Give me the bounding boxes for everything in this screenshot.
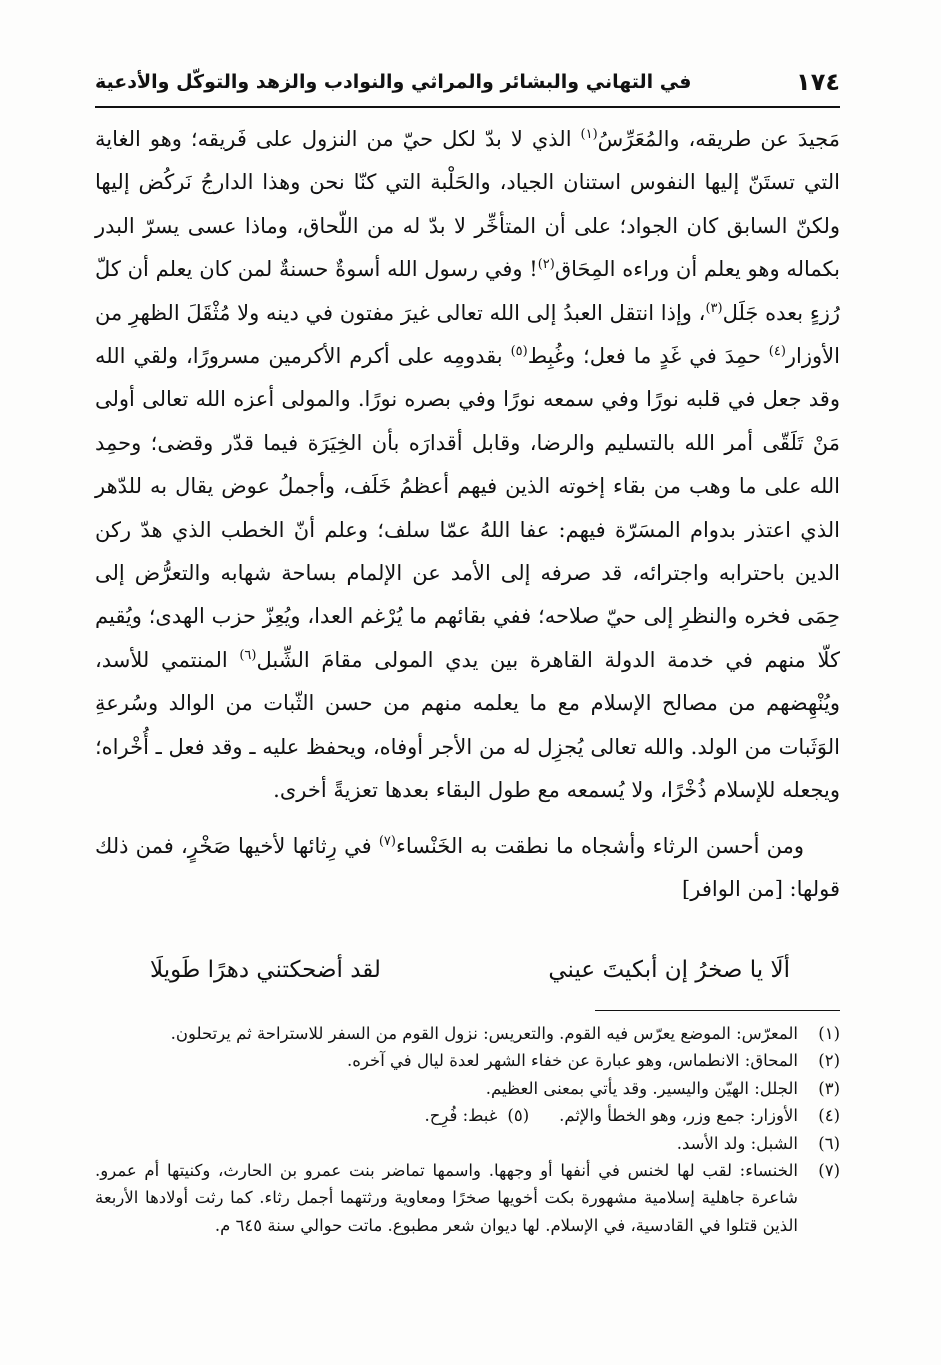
footnote-ref-6[interactable]: (٦) — [239, 647, 257, 663]
poem-verse — [150, 950, 790, 990]
footnote-number: (٦) — [818, 1133, 840, 1153]
text-run: ومن أحسن الرثاء وأشجاه ما نطقت به الخَنْساء — [395, 833, 804, 858]
footnote-number: (٣) — [818, 1078, 840, 1098]
text-run: مَجيدَ عن طريقه، والمُعَرِّسُ — [597, 127, 840, 151]
footnote-text: المحاق: الانطماس، وهو عبارة عن خفاء الشهر لعدة ليال في آخره. — [347, 1051, 798, 1071]
verse-first-hemistich: ألَا يا صخرُ إن أبكيتَ عيني — [548, 957, 790, 983]
footnote-number: (٤) — [818, 1106, 840, 1126]
verse-second-hemistich: لقد أضحكتني دهرًا طَويلَا — [150, 957, 381, 983]
footnote-6 — [95, 1130, 840, 1157]
footnote-text: الخنساء: لقب لها لخنس في أنفها أو وجهها. واسمها تماضر بنت عمرو بن الحارث، وكنيتها أم عمرو. شاعرة جاهلية إسلامية مشهورة بكت أخويها صخرًا ومعاوية ورثتهما أجمل رثاء. كما رثت أولادها الأربعة الذين قتلوا في القادسية، في الإسلام. لها ديوان شعر مطبوع. ماتت حوالي سنة ٦٤٥ م. — [95, 1161, 798, 1235]
footnote-number: (٢) — [818, 1051, 840, 1071]
footnotes — [95, 1020, 840, 1239]
running-title: في التهاني والبشائر والمراثي والنوادب والزهد والتوكّل والأدعية — [95, 71, 692, 93]
footnote-ref-4[interactable]: (٤) — [768, 344, 786, 360]
footnote-number: (١) — [818, 1024, 840, 1043]
footnote-number-5: (٥) — [507, 1106, 530, 1126]
footnote-ref-7[interactable]: (٧) — [378, 833, 396, 849]
footnote-text-5: غبط: فُرِح. — [424, 1106, 498, 1126]
header-divider — [95, 106, 840, 108]
footnote-ref-3[interactable]: (٣) — [705, 300, 723, 316]
footnote-text: الشبل: ولد الأسد. — [676, 1133, 798, 1153]
footnote-1 — [95, 1020, 840, 1047]
footnote-divider — [595, 1010, 840, 1011]
footnote-text: المعرّس: الموضع يعرّس فيه القوم. والتعريس: نزول القوم من السفر للاستراحة ثم يرتحلون. — [170, 1024, 798, 1043]
text-run: الذي لا بدّ لكل حيّ من النزول على فَريقه؛ وهو الغاية التي تستَنّ إليها النفوس استنان الجياد، والحَلْبة التي كنّا نحن وهذا الدارجُ نَركُض إليها ولكنّ السابق كان الجواد؛ على أن المتأخِّر لا بدّ له من اللّحاق، وماذا عسى يسرّ البدر بكماله وهو يعلم أن وراءه المِحَاق — [95, 127, 840, 282]
text-run: المنتمي للأسد، ويُنْهِضهم من مصالح الإسلام مع ما يعلمه منهم من حسن الثّبات من الوالد وسُرعةِ الوَثَبات من الولد. والله تعالى يُجزِل له من الأجر أوفاه، ويحفظ عليه ـ وقد فعل ـ أُخْراه؛ ويجعله للإسلام ذُخْرًا، ولا يُسمعه مع طول البقاء بعدها تعزيةً أخرى. — [95, 647, 841, 803]
paragraph-khansa — [95, 825, 840, 912]
footnote-text: الجلل: الهيّن واليسير. وقد يأتي بمعنى العظيم. — [485, 1078, 798, 1098]
footnote-2 — [95, 1047, 840, 1074]
page-number: ١٧٤ — [796, 68, 840, 96]
main-text — [95, 118, 840, 911]
footnote-7 — [95, 1157, 840, 1239]
footnote-text: الأوزار: جمع وزر، وهو الخطأ والإثم. — [559, 1106, 798, 1126]
footnote-ref-2[interactable]: (٢) — [537, 257, 555, 273]
text-run: في رِثائها لأخيها صَخْرٍ، فمن ذلك قولها: [من الوافر] — [95, 833, 840, 901]
running-header — [95, 62, 840, 102]
footnote-text-pair — [95, 1102, 798, 1129]
footnote-number: (٧) — [818, 1161, 840, 1181]
text-run: ، وإذا انتقل العبدُ إلى الله تعالى غيرَ مفتون في دينه ولا مُثْقَلَ الظهرِ من الأوزار — [95, 300, 840, 369]
paragraph-condolence — [95, 118, 840, 813]
footnote-ref-5[interactable]: (٥) — [510, 344, 528, 360]
text-run: بقدومِه على أكرم الأكرمين مسرورًا، ولقي الله وقد جعل في قلبه نورًا وفي سمعه نورًا وفي بصره نورًا. والمولى أعزه الله تعالى أولى مَنْ تَلَقّى أمر الله بالتسليم والرضا، وقابل أقدارَه بأن الخِيَرَة فيما قدّر وقضى؛ وحمِد الله على ما وهب من بقاء إخوته الذين فيهم أعظمُ خَلَف، وأجملُ عوض يقال به للدّهر الذي اعتذر بدوام المسَرّة فيهم: عفا اللهُ عمّا سلف؛ وعلم أنّ الخطب الذي هدّ ركن الدين باحترابه واجترائه، قد صرفه إلى الأمد عن الإلمام بساحة شهابه والتعرُّض إلى حِمَى فخره والنظرِ إلى حيّ صلاحه؛ ففي بقائهم ما يُرْغم العدا، ويُعِزّ حزب الهدى؛ ويُقيم كلّا منهم في خدمة الدولة القاهرة بين يدي المولى مقامَ الشِّبل — [95, 344, 841, 672]
footnote-ref-1[interactable]: (١) — [580, 127, 598, 142]
text-run: ! وفي رسول الله أسوةٌ حسنةٌ لمن كان يعلم أن كلّ رُزءٍ بعده جَلَل — [95, 257, 840, 325]
text-run: حمِدَ في غَدٍ ما فعل؛ وغُبِط — [527, 344, 769, 369]
footnote-4-5 — [95, 1102, 840, 1129]
footnote-3 — [95, 1075, 840, 1102]
